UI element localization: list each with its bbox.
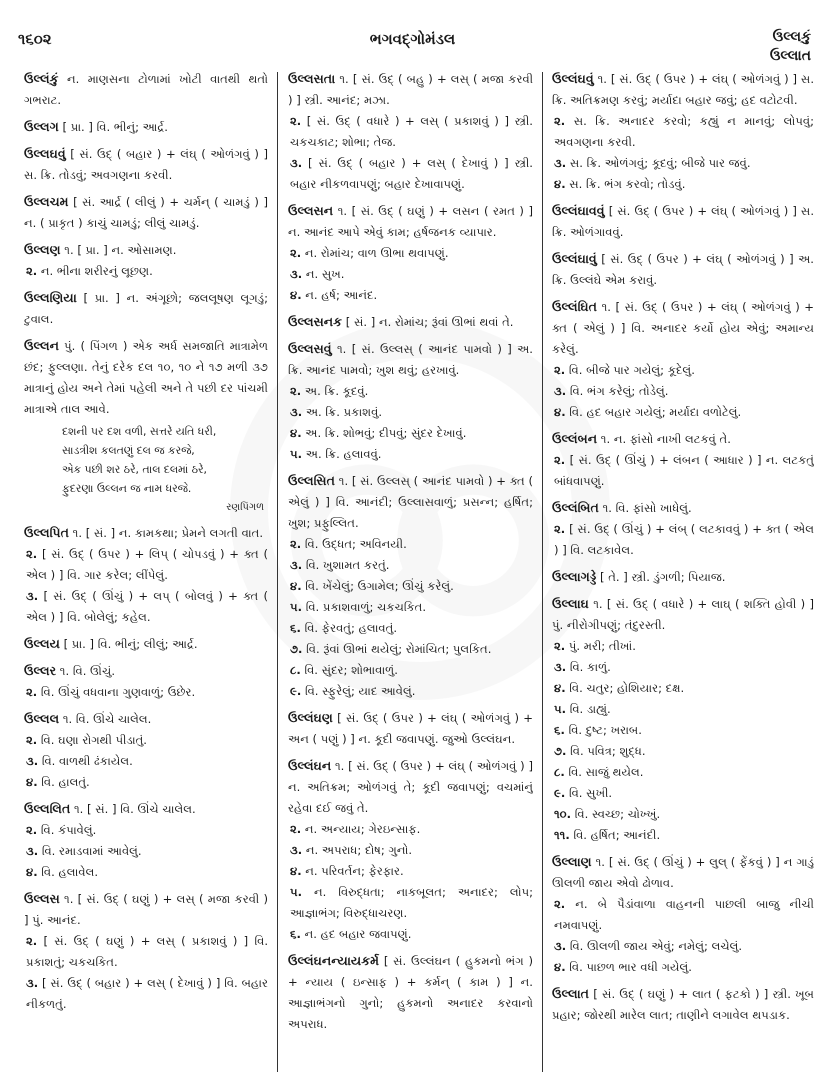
dictionary-entry [552,68,814,195]
dictionary-entry [24,116,268,138]
entry-sense [290,882,533,924]
guide-words [770,28,811,66]
entry-headword: ઉલ્લંબિત [552,500,599,515]
entry-headword: ઉલ્લંઘવું [552,71,594,86]
dictionary-entry [24,633,268,655]
sense-number: ૪. [26,775,38,789]
sense-number: ૨. [26,547,38,561]
page-header [0,0,825,70]
entry-sense [554,360,814,381]
sense-number: ૩. [290,156,303,170]
sense-number: ૨. [26,823,38,837]
entry-sense [290,285,533,306]
entry-sense [290,618,533,639]
dictionary-entry [288,755,533,945]
entry-headword: ઉલ્લંઘણ [288,710,333,725]
entry-sense [554,678,814,699]
sense-text: વિ. પવિત્ર; શુદ્ધ. [570,744,646,758]
entry-sense [554,381,814,402]
guide-word-first: ઉલ્લકું [772,29,811,45]
sense-text: [ સં. ઉદ્ ( ઊંચું ) + લંબન ( આધાર ) ] ન. લટકતું બાંધવાપણું. [554,453,814,488]
sense-number: ૬. [554,723,565,737]
sense-text: વિ. બીજે પાર ગયેલું; કૂદેલું. [568,363,695,377]
entry-sense [554,450,814,492]
sense-number: ૨. [26,733,38,747]
entry-headword: ઉલ્લણિયા [24,290,77,305]
entry-sense [290,840,533,861]
sense-text: વિ. સ્વચ્છ; ચોખ્ખું. [574,807,661,821]
entry-sense [554,783,814,804]
entry-headword: ઉલ્લસનક [288,314,343,329]
sense-text: વિ. ખેંચેલું; ઉગામેલ; ઊંચું કરેલું. [305,579,454,593]
sense-number: ૬. [290,927,301,941]
sense-text: સ. ક્રિ. ભંગ કરવો; તોડવું. [569,177,686,191]
sense-number: ૨. [554,639,566,653]
sense-number: ૪. [290,288,302,302]
sense-number: ૮. [554,765,565,779]
entry-headword: ઉલ્લર [24,663,57,678]
dictionary-entry [552,200,814,243]
dictionary-entry [24,68,268,111]
entry-sense [290,264,533,285]
verse-source: રણપિંગળ [226,502,264,513]
sense-text: ન. સુખ. [305,267,345,281]
dictionary-entry [552,851,814,978]
entry-sense [26,730,268,751]
sense-text: ન. બે પૈડાંવાળા વાહનની પાછલી બાજુ નીચી નમવાપણું. [554,897,814,932]
sense-number: ૨. [26,934,38,948]
dictionary-entry [552,566,814,588]
entry-sense [26,544,268,586]
column-divider [277,72,278,1072]
sense-number: ૫. [290,885,303,899]
sense-text: ન. હદ બહાર જવાપણું. [304,927,412,941]
sense-text: પું. મરી; તીખાં. [568,639,636,653]
entry-sense [290,597,533,618]
entry-sense [290,444,533,465]
sense-text: સ. ક્રિ. ઓળંગવું; કૂદવું; બીજે પાર જવું. [569,156,751,170]
dictionary-entry [24,888,268,1015]
entry-headword: ઉલ્લાત [552,986,590,1001]
sense-number: ૨. [554,114,566,128]
entry-headword: ઉલ્લંઘિત [552,299,598,314]
sense-text: વિ. કાળું. [569,660,611,674]
entry-definition: ૧. [ સં. ઉદ્ ( ઉપર ) + લંઘ્ ( ઓળંગવું ) ] સ. ક્રિ. અતિક્રમણ કરવું; મર્યાદા બહાર જવું; હદ વટોટવી. [552,72,814,107]
entry-headword: ઉલ્લચમ [24,194,69,209]
sense-text: વિ. સુખી. [568,786,613,800]
entry-headword: ઉલ્લસતા [288,71,336,86]
entry-headword: ઉલ્લય [24,636,60,651]
entry-sense [554,111,814,153]
entry-headword: ઉલ્લસિત [288,473,335,488]
sense-text: અ. ક્રિ. કૂદવું. [304,384,369,398]
entry-sense [554,741,814,762]
entry-sense [554,519,814,561]
sense-number: ૩. [554,156,567,170]
entry-definition: [ સં. ઉદ્ ( બહાર ) + લંઘ્ ( ઓળંગવું ) ] સ. ક્રિ. તોડવું; અવગણના કરવી. [24,147,268,182]
sense-text: વિ. સાજું થયેલ. [568,765,644,779]
sense-text: વિ. સુંદર; શોભાવાળું. [304,663,398,677]
sense-number: ૧૧. [554,828,570,842]
dictionary-entry [24,287,268,330]
sense-number: ૩. [290,843,303,857]
guide-word-last: ઉલ્લાત [769,48,811,64]
sense-number: ૩. [290,267,303,281]
sense-number: ૫. [290,447,303,461]
entry-headword: ઉલ્લંઘાવું [552,251,597,266]
entry-sense [290,660,533,681]
sense-number: ૩. [26,754,39,768]
entry-sense [290,111,533,153]
column-divider [542,72,543,1072]
sense-text: ન. પરિવર્તન; ફેરફાર. [305,864,404,878]
sense-number: ૮. [290,663,301,677]
sense-number: ૨. [290,114,302,128]
entry-sense [290,681,533,702]
page-title: ભગવદ્ગોમંડલ [369,30,456,48]
dictionary-entry [24,522,268,628]
sense-number: ૩. [290,405,303,419]
dictionary-entry [24,143,268,186]
entry-sense [554,894,814,936]
sense-number: ૪. [26,865,38,879]
sense-text: વિ. હાલતું. [41,775,90,789]
sense-text: [ સં. ઉદ્ ( ઘણું ) + લસ્ ( પ્રકાશવું ) ] વિ. પ્રકાશતું; ચકચકિત. [26,934,268,969]
sense-number: ૪. [554,177,566,191]
entry-sense [554,699,814,720]
entry-headword: ઉલ્લંઘનન્યાયકર્મ [288,953,380,968]
dictionary-entry [24,335,268,517]
column-1 [24,68,268,1078]
entry-definition: [ સં. ] ન. રોમાંચ; રૂંવાં ઊભાં થવાં તે. [345,315,514,329]
sense-text: ન. વિરુદ્ધતા; નાકબૂલત; અનાદર; લોપ; આજ્ઞાભંગ; વિરુદ્ધાચરણ. [290,885,533,920]
entry-sense [26,772,268,793]
entry-headword: ઉલ્લસન [288,203,334,218]
entry-definition: [ સં. ઉદ્ ( ઉપર ) + લંઘ્ ( ઓળંગવું ) ] સ. ક્રિ. ઓળંગાવવું. [552,204,814,239]
sense-number: ૫. [554,702,567,716]
sense-number: ૩. [290,558,303,572]
dictionary-entry [288,470,533,702]
entry-definition: ૧. [ સં. ઉદ્ ( બહુ ) + લસ્ ( મજા કરવી ) ] સ્ત્રી. આનંદ; મઝા. [288,72,533,107]
entry-sense [26,682,268,703]
sense-number: ૪. [290,864,302,878]
entry-sense [26,862,268,883]
sense-text: વિ. ખુશામત કરતું. [305,558,390,572]
verse-line: ફુદરણા ઉલ્લન જ નામ ધરજે. [62,482,192,495]
dictionary-entry [288,950,533,1035]
entry-sense [26,973,268,1015]
entry-headword: ઉલ્લંકું [24,71,59,86]
dictionary-entry [24,191,268,234]
entry-definition: [ પ્રા. ] ન. અંગૂછો; જલલૂષણ લૂગડું; ટુવાલ. [24,291,268,326]
entry-definition: [ સં. ઉદ્ ( ઉપર ) + લંઘ્ ( ઓળંગવું ) + અન ( પણું ) ] ન. કૂદી જવાપણું. જુઓ ઉલ્લંઘન. [288,711,533,746]
sense-number: ૭. [554,744,567,758]
entry-definition: [ સં. ઉલ્લંઘન ( હુકમનો ભંગ ) + ન્યાય ( ઇન્સાફ ) + કર્મન્ ( કામ ) ] ન. આજ્ઞાભંગનો ગુનો; હુકમનો અનાદર કરવાનો અપરાધ. [288,954,533,1031]
verse-line: સાડત્રીશ કલતણું દલ જ કરજે, [62,444,195,457]
dictionary-entry [288,68,533,195]
entry-sense [554,636,814,657]
entry-sense [290,153,533,195]
entry-definition: ૧. [ પ્રા. ] ન. ઓસામણ. [64,243,177,257]
entry-definition: [ પ્રા. ] વિ. ભીનું; આર્દ્ર. [62,120,168,134]
dictionary-entry [552,248,814,291]
sense-text: વિ. વાળથી ઢંકાયેલ. [41,754,133,768]
entry-headword: ઉલ્લંબન [552,431,598,446]
sense-number: ૨. [554,522,566,536]
entry-sense [26,841,268,862]
entry-sense [554,825,814,846]
sense-number: ૩. [554,939,567,953]
dictionary-entry [552,983,814,1026]
entry-definition: ૧. [ સં. ઉદ્ ( ઉપર ) + લંઘ્ ( ઓળંગવું ) + ક્ત ( એલું ) ] વિ. અનાદર કર્યો હોય એવું; અમાન્ય કરેલું. [552,300,814,356]
sense-number: ૨. [290,384,302,398]
entry-sense [26,586,268,628]
entry-headword: ઉલ્લલ [24,711,60,726]
sense-text: [ સં. ઉદ્ ( ઊંચું ) + લંબ્ ( લટકાવવું ) + ક્ત ( એલ ) ] વિ. લટકાવેલ. [554,522,814,557]
entry-definition: ૧. ન. ફાંસો નાખી લટકવું તે. [600,432,731,446]
sense-number: ૨. [290,246,302,260]
entry-definition: પું. ( પિંગળ ) એક અર્ધ સમજાતિ માત્રામેળ છંદ; ફુલ્લણા. તેનું દરેક દલ ૧૦, ૧૦ ને ૧૭ મળી ૩૭ માત્રાનું હોય અને તેમાં પહેલી અને તે પછી દર પાંચમી માત્રાએ તાલ આવે. [24,339,268,416]
sense-text: ન. ભીના શરીરનું લૂછણ. [40,264,153,278]
dictionary-entry [552,428,814,492]
entry-sense [26,751,268,772]
sense-text: ન. અન્યાય; ગેરઇન્સાફ. [304,822,421,836]
entry-definition: ૧. [ સં. ] વિ. ઊંચે ચાલેલ. [74,802,196,816]
entry-headword: ઉલ્લલિત [24,801,71,816]
sense-text: [ સં. ઉદ્ ( બહાર ) + લસ્ ( દેખાવું ) ] સ્ત્રી. બહાર નીકળવાપણું; બહાર દેખાવાપણું. [290,156,533,191]
entry-sense [554,936,814,957]
entry-definition: ૧. વિ. ફાંસો ખાધેલું. [602,501,692,515]
dictionary-entry [288,338,533,465]
entry-definition: ૧. [ સં. ઉલ્લસ્ ( આનંદ પામવો ) ] અ. ક્રિ. આનંદ પામવો; ખુશ થવું; હરખાવું. [288,342,533,377]
entry-definition: [ પ્રા. ] વિ. ભીનું; લીલું; આર્દ્ર. [63,637,198,651]
entry-headword: ઉલ્લંઘન [288,758,332,773]
column-3 [552,68,814,1078]
sense-text: વિ. હદ બહાર ગયેલું; મર્યાદા વળોટેલું. [569,405,742,419]
entry-sense [290,423,533,444]
entry-definition: ૧. [ સં. ઉદ્ ( વધારે ) + લાઘ્ ( શક્તિ હોવી ) ] પું. નીરોગીપણું; તંદુરસ્તી. [552,597,814,632]
sense-text: વિ. ઘણા રોગથી પીડાતું. [40,733,147,747]
sense-number: ૩. [26,844,39,858]
sense-text: વિ. ચતુર; હોશિયાર; દક્ષ. [569,681,685,695]
entry-headword: ઉલ્લઘવું [24,146,66,161]
dictionary-columns [0,68,825,1078]
entry-sense [290,402,533,423]
sense-number: ૬. [290,621,301,635]
entry-headword: ઉલ્લગ [24,119,59,134]
entry-headword: ઉલ્લન [24,338,59,353]
entry-definition: ૧. વિ. ઊંચે ચાલેલ. [62,712,152,726]
sense-text: વિ. ઉદ્ધત; અવિનયી. [304,537,407,551]
entry-sense [554,402,814,423]
verse-quotation [24,422,268,517]
sense-text: [ સં. ઉદ્ ( બહાર ) + લસ્ ( દેખાવું ) ] વિ. બહાર નીકળતું. [26,976,268,1011]
entry-definition: ૧. [ સં. ઉદ્ ( ઊંચું ) + લુલ્ ( ફેંકવું ) ] ન ગાડું ઊલળી જાય એવો ઢોળાવ. [552,855,814,890]
dictionary-entry [24,798,268,883]
entry-sense [554,657,814,678]
sense-number: ૧૦. [554,807,572,821]
dictionary-entry [24,660,268,703]
sense-text: ન. અપરાધ; દોષ; ગુનો. [305,843,413,857]
entry-sense [290,924,533,945]
sense-text: વિ. ઊંચું વધવાના ગુણવાળું; ઉછેર. [40,685,196,699]
entry-definition: [ સં. ઉદ્ ( ઉપર ) + લંઘ્ ( ઓળંગવું ) ] અ. ક્રિ. ઉલ્લંઘે એમ કરાવું. [552,252,814,287]
sense-text: વિ. રમાડવામાં આવેલું. [41,844,142,858]
entry-sense [290,819,533,840]
sense-number: ૯. [290,684,302,698]
sense-text: વિ. હર્ષિત; આનંદી. [573,828,661,842]
sense-text: વિ. સ્ફુરેલું; યાદ આવેલું. [304,684,416,698]
entry-definition: [ તે. ] સ્ત્રી. ડુંગળી; પિયાજ. [600,570,726,584]
sense-text: વિ. ઊલળી જાય એવું; નમેલું; લચેલું. [569,939,743,953]
verse-line: દશની પર દશ વળી, સત્તરે યતિ ધરી, [62,425,217,438]
sense-text: [ સં. ઉદ્ ( ઉપર ) + લિપ્ ( ચોપડવું ) + ક્ત ( એલ ) ] વિ. ગાર કરેલ; લીંપેલું. [26,547,268,582]
sense-text: ન. રોમાંચ; વાળ ઊભા થવાપણું. [304,246,449,260]
entry-sense [26,931,268,973]
sense-number: ૨. [554,897,566,911]
entry-sense [26,820,268,841]
sense-number: ૫. [290,600,303,614]
entry-sense [290,534,533,555]
sense-number: ૩. [554,384,567,398]
entry-headword: ઉલ્લાગડ્ડે [552,569,597,584]
entry-definition: ૧. [ સં. ઉદ્ ( ઘણું ) + લસન ( રમત ) ] ન. આનંદ આપે એવું કામ; હર્ષજનક વ્યાપાર. [288,204,533,239]
entry-headword: ઉલ્લંઘાવવું [552,203,605,218]
sense-number: ૩. [26,976,39,990]
sense-number: ૨. [290,537,302,551]
entry-headword: ઉલ્લસ [24,891,60,906]
entry-sense [290,243,533,264]
dictionary-entry [552,296,814,423]
sense-text: વિ. ફેરવતું; હલાવતું. [304,621,398,635]
entry-definition: [ સં. આર્દ્ર ( લીલું ) + ચર્મન્ ( ચામડું ) ] ન. ( પ્રાકૃત ) કાચું ચામડું; લીલું ચામડું. [24,195,268,230]
sense-text: વિ. હલાવેલ. [41,865,99,879]
entry-definition: ૧. [ સં. ઉદ્ ( ઘણું ) + લસ્ ( મજા કરવી ) ] પું. આનંદ. [24,892,268,927]
entry-headword: ઉલ્લાણ [552,854,592,869]
dictionary-entry [288,311,533,333]
entry-definition: ૧. [ સં. ઉદ્ ( ઉપર ) + લંઘ્ ( ઓળંગવું ) ] ન. અતિક્રમ; ઓળંગવું તે; કૂદી જવાપણું; વચમાંનું રહેવા દઈ જવું તે. [288,759,533,815]
entry-sense [26,261,268,282]
entry-definition: [ સં. ઉદ્ ( ઘણું ) + લાત ( ફટકો ) ] સ્ત્રી. ખૂબ પ્રહાર; જોરથી મારેલ લાત; તાણીને લગાવેલ થપડાક. [552,987,814,1022]
sense-text: વિ. ડાહ્યું. [569,702,611,716]
page-number: ૧૬૦૨ [18,30,52,48]
sense-number: ૨. [26,685,38,699]
sense-text: વિ. પ્રકાશવાળું; ચકચકિત. [305,600,427,614]
dictionary-entry [288,707,533,750]
entry-headword: ઉલ્લસવું [288,341,332,356]
sense-text: વિ. કંપાવેલું. [40,823,97,837]
dictionary-entry [24,708,268,793]
entry-sense [290,555,533,576]
entry-sense [554,804,814,825]
sense-text: સ. ક્રિ. અનાદર કરવો; કહ્યું ન માનવું; લોપવું; અવગણના કરવી. [554,114,814,149]
entry-sense [554,957,814,978]
sense-text: વિ. ભંગ કરેલું; તોડેલું. [569,384,669,398]
sense-number: ૨. [554,453,566,467]
entry-sense [290,861,533,882]
dictionary-entry [24,239,268,282]
entry-definition: ન. માણસના ટોળામાં ખોટી વાતથી થતો ગભરાટ. [24,72,268,107]
sense-number: ૪. [554,681,566,695]
entry-headword: ઉલ્લપિત [24,525,69,540]
entry-definition: ૧. વિ. ઊંચું. [59,664,116,678]
entry-sense [290,639,533,660]
verse-line: એક પછી શર ઠરે, તાલ દલમાં ઠરે, [62,463,207,476]
sense-number: ૯. [554,786,566,800]
entry-sense [554,153,814,174]
dictionary-entry [288,200,533,306]
sense-number: ૨. [554,363,566,377]
sense-number: ૪. [290,426,302,440]
entry-sense [554,720,814,741]
dictionary-entry [552,497,814,561]
sense-number: ૨. [290,822,302,836]
sense-text: વિ. રૂંવાં ઊભાં થયેલું; રોમાંચિત; પુલકિત. [306,642,492,656]
entry-sense [554,762,814,783]
sense-text: અ. ક્રિ. પ્રકાશવું. [305,405,383,419]
sense-number: ૩. [26,589,39,603]
sense-number: ૩. [554,660,567,674]
sense-text: અ. ક્રિ. શોભવું; દીપવું; સુંદર દેખાવું. [305,426,467,440]
entry-definition: ૧. [ સં. ઉલ્લસ્ ( આનંદ પામવો ) + ક્ત ( એલું ) ] વિ. આનંદી; ઉલ્લાસવાળું; પ્રસન્ન; હર્ષિત; ખુશ; પ્રફુલ્લિત. [288,474,533,530]
sense-text: વિ. દુષ્ટ; ખરાબ. [568,723,642,737]
sense-number: ૪. [554,405,566,419]
dictionary-entry [552,593,814,846]
entry-headword: ઉલ્લાઘ [552,596,589,611]
sense-text: અ. ક્રિ. હલાવવું. [305,447,382,461]
sense-text: [ સં. ઉદ્ ( ઊંચું ) + લપ્ ( બોલવું ) + ક્ત ( એલ ) ] વિ. બોલેલું; કહેલ. [26,589,268,624]
entry-definition: ૧. [ સં. ] ન. કામકથા; પ્રેમને લગતી વાત. [72,526,263,540]
entry-sense [290,381,533,402]
sense-text: વિ. પાછળ ભાર વધી ગયેલું. [569,960,692,974]
sense-number: ૭. [290,642,303,656]
entry-sense [290,576,533,597]
sense-number: ૪. [554,960,566,974]
sense-number: ૨. [26,264,38,278]
sense-text: [ સં. ઉદ્ ( વધારે ) + લસ્ ( પ્રકાશવું ) ] સ્ત્રી. ચકચકાટ; શોભા; તેજ. [290,114,533,149]
sense-number: ૪. [290,579,302,593]
entry-sense [554,174,814,195]
column-2 [288,68,533,1078]
entry-headword: ઉલ્લણ [24,242,61,257]
sense-text: ન. હર્ષ; આનંદ. [305,288,378,302]
